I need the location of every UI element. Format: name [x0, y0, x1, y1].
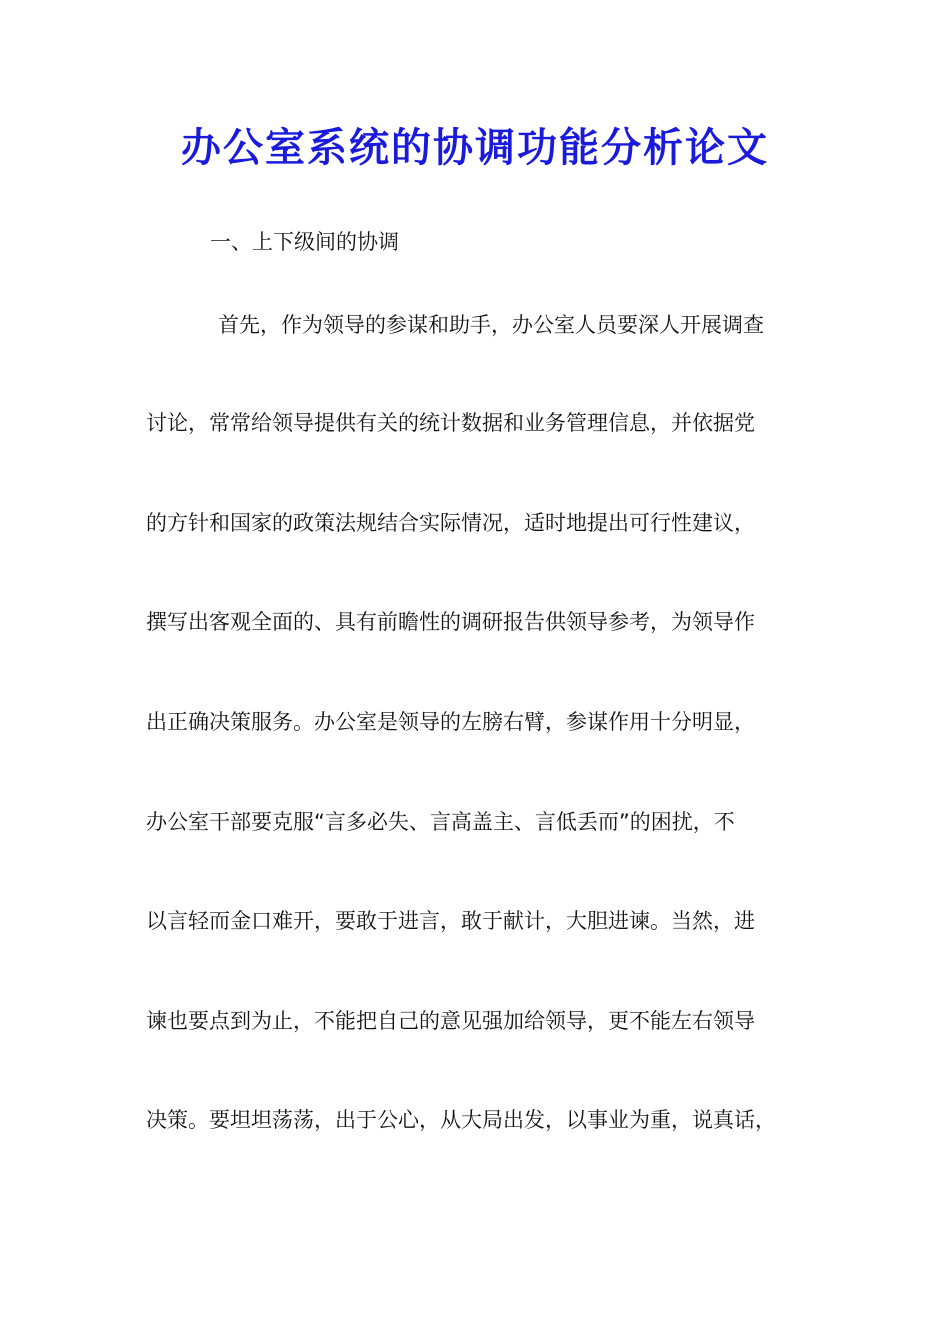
paragraph-line: 首先，作为领导的参谋和助手，办公室人员要深人开展调查 [218, 313, 764, 337]
paragraph-line: 决策。要坦坦荡荡，出于公心，从大局出发，以事业为重，说真话， [146, 1108, 776, 1132]
paragraph-line: 讨论，常常给领导提供有关的统计数据和业务管理信息，并依据党 [146, 411, 755, 435]
paragraph-line: 谏也要点到为止，不能把自己的意见强加给领导，更不能左右领导 [146, 1009, 755, 1033]
document-title: 办公室系统的协调功能分析论文 [181, 124, 769, 171]
section-heading: 一、上下级间的协调 [210, 230, 399, 254]
paragraph-line: 办公室干部要克服“言多必失、言高盖主、言低丢而”的困扰，不 [146, 810, 735, 834]
paragraph-line: 的方针和国家的政策法规结合实际情况，适时地提出可行性建议， [146, 511, 755, 535]
paragraph-line: 出正确决策服务。办公室是领导的左膀右臂，参谋作用十分明显， [146, 710, 755, 734]
paragraph-line: 以言轻而金口难开，要敢于进言，敢于献计，大胆进谏。当然，进 [146, 909, 755, 933]
paragraph-line: 撰写出客观全面的、具有前瞻性的调研报告供领导参考，为领导作 [146, 610, 755, 634]
